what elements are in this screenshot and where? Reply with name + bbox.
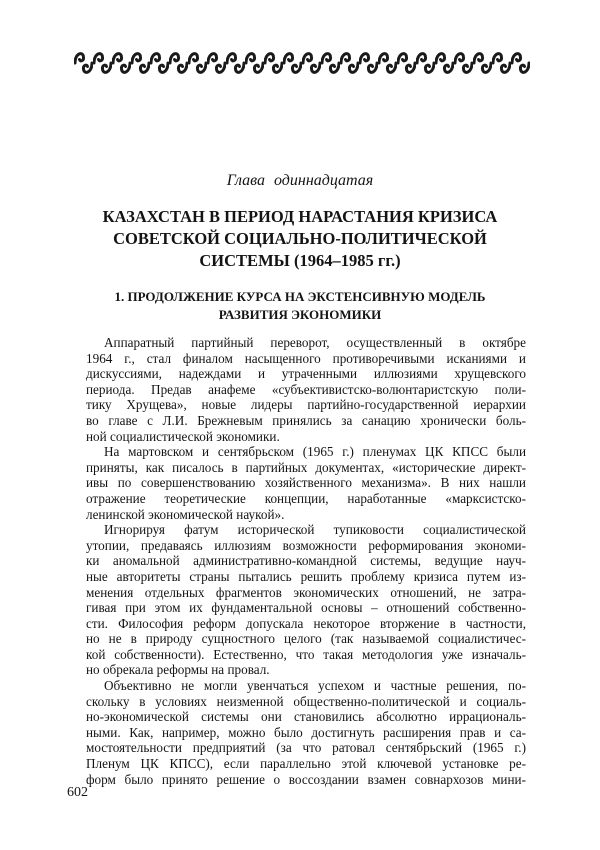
text-line: Игнорируя фатум исторической тупиковости социалистической [104,522,526,538]
text-line: Аппаратный партийный переворот, осуществленный в октябре [104,335,526,350]
text-line: гивая при этом их фундаментальной основы – отношений собственно- [86,600,526,616]
text-line: Объективно не могли увенчаться успехом и частные решения, по- [104,678,526,694]
paragraph [86,444,526,522]
text-line: утопии, предаваясь иллюзиям возможности реформирования экономи- [86,537,526,553]
text-line: форм было принято решение о воссоздании взамен совнархозов мини- [86,771,526,787]
text-line: ки аномальной административно-командной системы, ведущие науч- [86,553,526,569]
text-line: ной социалистической экономики. [86,428,280,444]
text-line: ные авторитеты страны пытались решить проблему кризиса путем из- [86,568,526,584]
text-line: На мартовском и сентябрьском (1965 г.) пленумах ЦК КПСС были [104,444,526,460]
chapter-title-line: СИСТЕМЫ (1964–1985 гг.) [199,251,401,270]
text-line: во главе с Л.И. Брежневым принялись за санацию хронически боль- [86,412,526,428]
text-line: менения отдельных фрагментов экономических отношений, не затра- [86,584,526,600]
text-line: ивы по совершенствованию хозяйственного механизма». В них нашли [86,475,526,491]
text-line: но-экономической системы они становились абсолютно иррациональ- [86,709,526,725]
text-line: Пленум ЦК КПСС), если параллельно этой ключевой установке ре- [86,756,526,772]
text-line: но не в природу сущностного целого (так называемой социалистичес- [86,631,526,647]
text-line: ленинской экономической наукой». [86,506,285,522]
section-title-line: РАЗВИТИЯ ЭКОНОМИКИ [218,307,382,322]
body-text [86,335,526,787]
chapter-title-line: КАЗАХСТАН В ПЕРИОД НАРАСТАНИЯ КРИЗИСА [102,207,498,226]
section-title-line: 1. ПРОДОЛЖЕНИЕ КУРСА НА ЭКСТЕНСИВНУЮ МОДЕЛЬ [114,289,486,304]
paragraph [86,678,526,787]
text-line: периода. Предав анафеме «субъективистско-волюнтаристскую поли- [86,381,526,397]
text-line: отражение теоретические концепции, наработанные «марксистско- [86,490,526,506]
chapter-label: Глава одиннадцатая [226,172,374,189]
paragraph [86,335,526,444]
text-line: мостоятельности предприятий (за что ратовал сентябрьский (1965 г.) [86,740,526,756]
paragraph [86,522,526,678]
text-line: 1964 г., стал финалом насыщенного противоречивыми исканиями и [86,350,526,366]
text-line: тику Хрущева», новые лидеры партийно-государственной иерархии [86,397,526,413]
page-number: 602 [67,785,88,800]
chapter-title [70,206,530,272]
text-line: но обрекала реформы на провал. [86,662,270,678]
text-line: приняты, как писалось в партийных документах, «исторические директ- [86,459,526,475]
text-line: скольку в условиях неизменной общественно-политической и социаль- [86,693,526,709]
text-line: сти. Философия реформ допускала некоторое вторжение в частности, [86,615,526,631]
chapter-title-line: СОВЕТСКОЙ СОЦИАЛЬНО-ПОЛИТИЧЕСКОЙ [113,229,487,248]
text-line: дискуссиями, надеждами и утраченными иллюзиями хрущевского [86,366,526,382]
text-line: ными. Как, например, можно было достигнуть расширения прав и са- [86,724,526,740]
text-line: кой собственности). Естественно, что такая методология уже изначаль- [86,646,526,662]
ornamental-border [74,49,530,77]
section-title [70,288,530,324]
